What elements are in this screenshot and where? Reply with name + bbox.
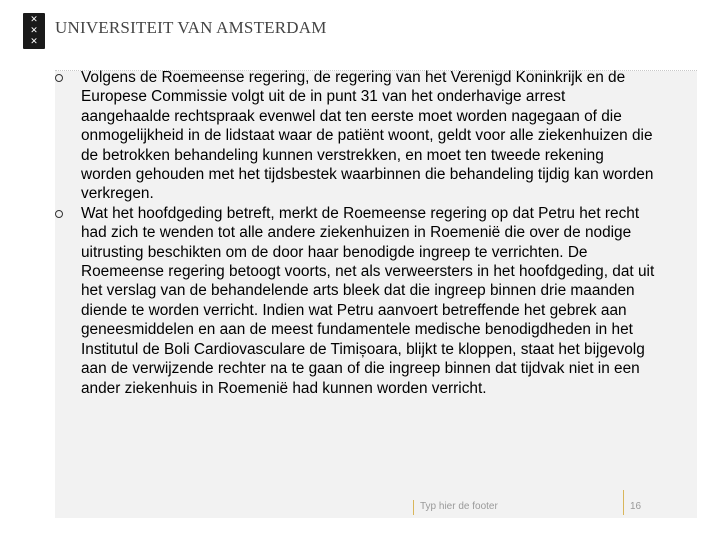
- bullet-item: [55, 68, 655, 204]
- bullet-ring-icon: [55, 74, 63, 82]
- bullet-list: [55, 68, 655, 398]
- bullet-ring-icon: [55, 210, 63, 218]
- logo-cross-icon: ✕: [30, 15, 38, 25]
- page-number: 16: [623, 490, 641, 515]
- bullet-item: [55, 204, 655, 398]
- bullet-text: Volgens de Roemeense regering, de regering van het Verenigd Koninkrijk en de Europese Commissie volgt uit de in punt 31 van het onderhavige arrest aangehaalde rechtspraak evenwel dat ten eerste moet worden nagegaan of die onmogelijkheid in de lidstaat waar de patiënt woont, geldt voor alle ziekenhuizen die de betrokken behandeling kunnen verstrekken, en moet ten tweede rekening worden gehouden met het tijdsbestek waarbinnen die behandeling tijdig kan worden verkregen.: [81, 69, 654, 203]
- footer-placeholder: Typ hier de footer: [413, 500, 498, 515]
- university-name: UNIVERSITEIT VAN AMSTERDAM: [55, 18, 327, 37]
- bullet-text: Wat het hoofdgeding betreft, merkt de Roemeense regering op dat Petru het recht had zich te wenden tot alle andere ziekenhuizen in Roemenië die over de nodige uitrusting beschikten om de door haar benodigde ingreep te verrichten. De Roemeense regering betoogt voorts, net als verweersters in het hoofdgeding, dat uit het verslag van de behandelende arts bleek dat die ingreep binnen drie maanden diende te worden verricht. Indien wat Petru aanvoert betreffende het gebrek aan geneesmiddelen en aan de meest fundamentele medische benodigdheden in het Institutul de Boli Cardiovasculare de Timișoara, blijkt te kloppen, staat het bijgevolg aan de verwijzende rechter na te gaan of die ingreep binnen dat tijdvak niet in een ander ziekenhuis in Roemenië had kunnen worden verricht.: [81, 204, 655, 397]
- logo-cross-icon: ✕: [30, 37, 38, 47]
- university-logo: [23, 13, 45, 49]
- logo-cross-icon: ✕: [30, 26, 38, 36]
